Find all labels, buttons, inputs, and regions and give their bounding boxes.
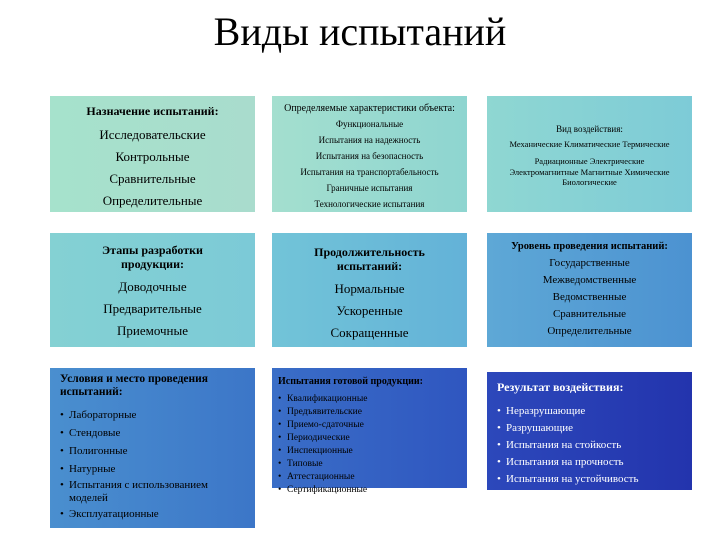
purpose-heading: Назначение испытаний: [86, 104, 219, 118]
finished-box [272, 368, 467, 495]
result-heading: Результат воздействия: [497, 380, 624, 394]
characteristics-box [272, 96, 467, 212]
conditions-heading: Условия и место проведения испытаний: [60, 373, 209, 398]
stages-item: Доводочные [118, 279, 187, 294]
impact-type-box [487, 96, 692, 212]
finished-item: • Инспекционные [278, 446, 467, 457]
result-box [487, 372, 692, 490]
result-item: • Разрушающие [497, 422, 692, 435]
finished-item: • Квалификационные [278, 394, 467, 405]
duration-heading: Продолжительность испытаний: [314, 245, 425, 273]
result-item: • Неразрушающие [497, 405, 692, 418]
impact-type-heading: Вид воздействия: [556, 124, 623, 134]
finished-item: • Периодические [278, 433, 467, 444]
characteristics-item: Граничные испытания [326, 183, 413, 193]
result-item: • Испытания на устойчивость [497, 473, 692, 486]
characteristics-item: Функциональные [335, 119, 404, 129]
stages-item: Предварительные [103, 301, 202, 316]
level-heading: Уровень проведения испытаний: [511, 241, 668, 252]
level-item: Государственные [549, 257, 630, 269]
duration-item: Нормальные [334, 281, 405, 296]
purpose-box [50, 96, 255, 212]
conditions-item: • Стендовые [60, 427, 235, 440]
duration-item: Сокращенные [330, 325, 409, 340]
duration-item: Ускоренные [336, 303, 403, 318]
conditions-item: • Эксплуатационные [60, 508, 235, 521]
level-item: Определительные [547, 325, 632, 337]
level-box [487, 233, 692, 347]
finished-item: • Предъявительские [278, 407, 467, 418]
characteristics-item: Испытания на надежность [318, 135, 421, 145]
purpose-item: Сравнительные [109, 171, 196, 186]
characteristics-item: Технологические испытания [314, 199, 425, 209]
impact-type-line: Механические Климатические Термические [509, 139, 670, 149]
characteristics-item: Испытания на транспортабельность [300, 167, 439, 177]
characteristics-heading: Определяемые характеристики объекта: [284, 103, 455, 114]
conditions-item: • Натурные [60, 463, 235, 476]
finished-heading: Испытания готовой продукции: [278, 376, 424, 387]
finished-item: • Сертификационные [278, 485, 467, 496]
page-title: Виды испытаний [213, 9, 507, 54]
stages-box [50, 233, 255, 347]
duration-box [272, 233, 467, 347]
purpose-item: Определительные [102, 193, 203, 208]
level-item: Межведомственные [542, 274, 637, 286]
impact-type-line: Радиационные Электрические [534, 156, 645, 166]
level-item: Ведомственные [552, 291, 627, 303]
conditions-box [50, 368, 255, 528]
finished-item: • Приемо-сдаточные [278, 420, 467, 431]
conditions-item: • Лабораторные [60, 409, 235, 422]
conditions-item: • Испытания с использованием моделей [60, 479, 235, 505]
impact-type-line: Электромагнитные Магнитные Химические [509, 167, 670, 177]
impact-type-line: Биологические [562, 177, 617, 187]
result-item: • Испытания на прочность [497, 456, 692, 469]
characteristics-item: Испытания на безопасность [315, 151, 424, 161]
stages-item: Приемочные [116, 323, 188, 338]
purpose-item: Контрольные [115, 149, 190, 164]
purpose-item: Исследовательские [99, 127, 206, 142]
stages-heading: Этапы разработки продукции: [102, 243, 203, 271]
conditions-item: • Полигонные [60, 445, 235, 458]
finished-item: • Типовые [278, 459, 467, 470]
finished-item: • Аттестационные [278, 472, 467, 483]
result-item: • Испытания на стойкость [497, 439, 692, 452]
level-item: Сравнительные [552, 308, 627, 320]
